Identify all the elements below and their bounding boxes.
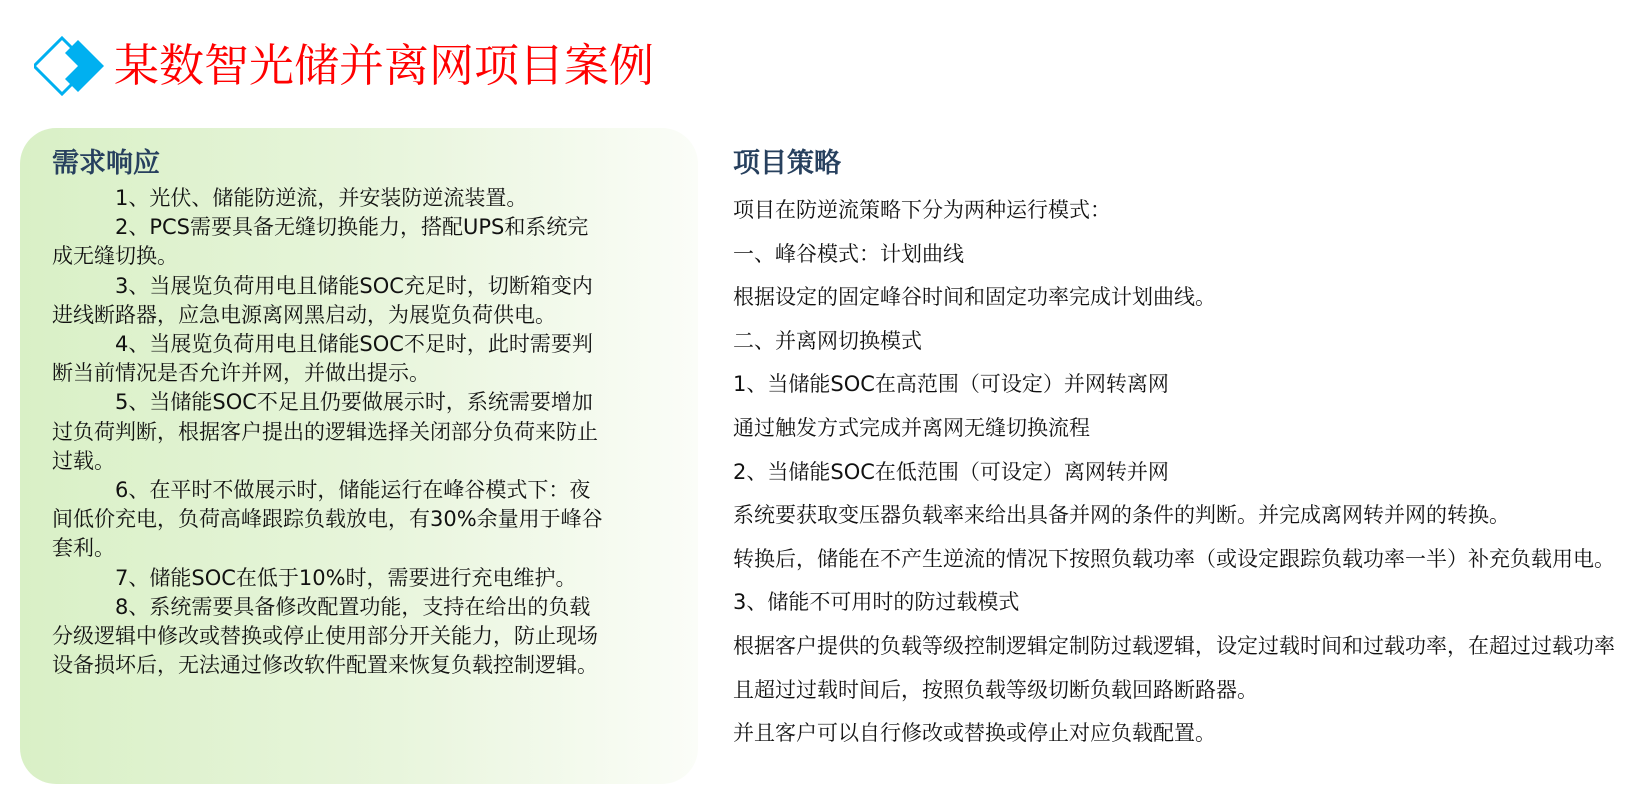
requirement-item: 7、储能SOC在低于10%时，需要进行充电维护。 bbox=[115, 565, 577, 590]
requirement-item: 4、当展览负荷用电且储能SOC不足时，此时需要判断当前情况是否允许并网，并做出提示。 bbox=[52, 332, 593, 386]
diamond-icon bbox=[34, 36, 108, 96]
requirements-heading: 需求响应 bbox=[52, 148, 160, 179]
strategy-heading: 项目策略 bbox=[733, 148, 841, 179]
strategy-line: 二、并离网切换模式 bbox=[733, 328, 922, 353]
strategy-line: 系统要获取变压器负载率来给出具备并网的条件的判断。并完成离网转并网的转换。 bbox=[733, 503, 1510, 528]
strategy-line: 通过触发方式完成并离网无缝切换流程 bbox=[733, 415, 1090, 440]
requirement-item: 6、在平时不做展示时，储能运行在峰谷模式下：夜间低价充电，负荷高峰跟踪负载放电，有30%余量用于峰谷套利。 bbox=[52, 478, 603, 561]
requirement-item: 8、系统需要具备修改配置功能，支持在给出的负载分级逻辑中修改或替换或停止使用部分开关能力，防止现场设备损坏后，无法通过修改软件配置来恢复负载控制逻辑。 bbox=[52, 594, 598, 678]
strategy-line: 2、当储能SOC在低范围（可设定）离网转并网 bbox=[733, 459, 1169, 484]
requirements-list bbox=[52, 184, 604, 680]
requirement-item: 2、PCS需要具备无缝切换能力，搭配UPS和系统完成无缝切换。 bbox=[52, 215, 589, 269]
strategy-line: 1、当储能SOC在高范围（可设定）并网转离网 bbox=[733, 372, 1169, 397]
strategy-line: 根据客户提供的负载等级控制逻辑定制防过载逻辑，设定过载时间和过载功率，在超过过载功率且超过过载时间后，按照负载等级切断负载回路断路器。 bbox=[733, 633, 1615, 702]
requirement-item: 1、光伏、储能防逆流，并安装防逆流装置。 bbox=[115, 186, 528, 210]
strategy-line: 一、峰谷模式：计划曲线 bbox=[733, 241, 964, 266]
strategy-line: 转换后，储能在不产生逆流的情况下按照负载功率（或设定跟踪负载功率一半）补充负载用电。 bbox=[733, 546, 1615, 571]
title-bar bbox=[34, 36, 654, 96]
page-title: 某数智光储并离网项目案例 bbox=[114, 39, 655, 92]
strategy-line: 根据设定的固定峰谷时间和固定功率完成计划曲线。 bbox=[733, 285, 1216, 310]
requirement-item: 3、当展览负荷用电且储能SOC充足时，切断箱变内进线断路器，应急电源离网黑启动，为展览负荷供电。 bbox=[52, 273, 593, 327]
strategy-line: 并且客户可以自行修改或替换或停止对应负载配置。 bbox=[733, 721, 1216, 746]
requirement-item: 5、当储能SOC不足且仍要做展示时，系统需要增加过负荷判断，根据客户提出的逻辑选择关闭部分负荷来防止过载。 bbox=[52, 390, 598, 473]
strategy-line: 项目在防逆流策略下分为两种运行模式： bbox=[733, 198, 1111, 222]
strategy-text bbox=[733, 189, 1633, 756]
strategy-line: 3、储能不可用时的防过载模式 bbox=[733, 590, 1020, 615]
